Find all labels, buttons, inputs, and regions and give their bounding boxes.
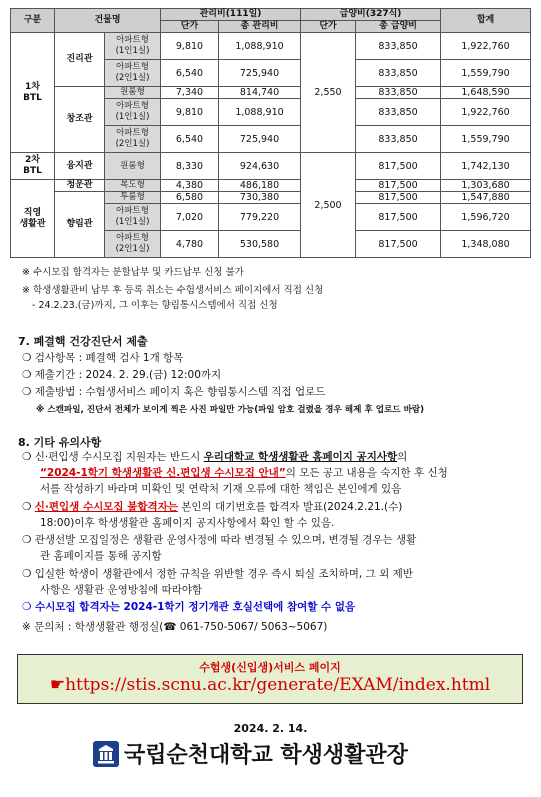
section8-para4: ❍ 입실한 학생이 생활관에서 정한 규칙을 위반할 경우 즉시 퇴실 조치하며, 그 외 제반 — [22, 568, 413, 580]
meal-unit-btl1: 2,550 — [301, 33, 356, 153]
header-meal-unit: 단가 — [301, 21, 356, 33]
notice-title-ref: “2024-1학기 학생생활관 신.편입생 수시모집 안내” — [40, 467, 286, 479]
mgmt-total: 779,220 — [219, 204, 301, 231]
table-row — [11, 153, 531, 180]
fee-table-wrap — [10, 8, 530, 258]
meal-unit-direct: 2,500 — [301, 153, 356, 258]
grand-total: 1,922,760 — [441, 99, 531, 126]
building-changjo: 창조관 — [55, 87, 105, 153]
section8-para4b: 사항은 생활관 운영방침에 따라야함 — [40, 584, 203, 596]
service-link-title: 수험생(신입생)서비스 페이지 — [199, 661, 341, 674]
building-jinri: 진리관 — [55, 33, 105, 87]
section8-para3b: 관 홈페이지를 통해 공지함 — [40, 550, 162, 562]
rejected-applicants-ref: 신·편입생 수시모집 불합격자는 — [34, 501, 178, 513]
fee-table — [10, 8, 531, 258]
group-btl1: 1차 BTL — [11, 33, 55, 153]
table-row — [11, 180, 531, 192]
section8-para5: ❍ 수시모집 합격자는 2024-1학기 정기개관 호실선택에 참여할 수 없음 — [22, 601, 356, 613]
room-type: 원룸형 — [105, 87, 161, 99]
grand-total: 1,547,880 — [441, 192, 531, 204]
table-row — [11, 192, 531, 204]
room-type: 투룸형 — [105, 192, 161, 204]
meal-total: 817,500 — [356, 204, 441, 231]
mgmt-unit: 7,020 — [161, 204, 219, 231]
service-link-box — [17, 654, 523, 704]
mgmt-unit: 4,380 — [161, 180, 219, 192]
note-cancel-deadline: - 24.2.23.(금)까지, 그 이후는 향림통시스템에서 직접 신청 — [32, 300, 278, 311]
grand-total: 1,596,720 — [441, 204, 531, 231]
section7-item1: ❍ 검사항목 : 폐결핵 검사 1개 항목 — [22, 352, 184, 364]
meal-total: 817,500 — [356, 192, 441, 204]
section8-para2 — [22, 500, 527, 515]
building-yungji: 융지관 — [55, 153, 105, 180]
mgmt-total: 814,740 — [219, 87, 301, 99]
header-mgmt-total: 총 관리비 — [219, 21, 301, 33]
group-direct: 직영 생활관 — [11, 180, 55, 258]
header-unit: 단가 — [161, 21, 219, 33]
para2-text: 본인의 대기번호를 합격자 발표(2024.2.21.(수) — [177, 501, 403, 513]
table-row — [11, 33, 531, 60]
group-btl2: 2차 BTL — [11, 153, 55, 180]
mgmt-total: 1,088,910 — [219, 33, 301, 60]
meal-total: 833,850 — [356, 99, 441, 126]
note-installment: ※ 수시모집 합격자는 분할납부 및 카드납부 신청 불가 — [22, 267, 244, 278]
contact-info: ※ 문의처 : 학생생활관 행정실(☎ 061-750-5067/ 5063~5067) — [22, 621, 328, 633]
grand-total: 1,303,680 — [441, 180, 531, 192]
grand-total: 1,742,130 — [441, 153, 531, 180]
room-type: 아파트형 (2인1실) — [105, 231, 161, 258]
header-meal: 급양비(327식) — [301, 9, 441, 21]
section8-para3: ❍ 관생선발 모집일정은 생활관 운영사정에 따라 변경될 수 있으며, 변경될 경우는 생활 — [22, 534, 417, 546]
grand-total: 1,348,080 — [441, 231, 531, 258]
homepage-notice-ref: 우리대학교 학생생활관 홈페이지 공지사항 — [203, 451, 398, 463]
mgmt-total: 725,940 — [219, 126, 301, 153]
room-type: 아파트형 (1인1실) — [105, 33, 161, 60]
university-logo-icon — [92, 740, 120, 768]
grand-total: 1,559,790 — [441, 60, 531, 87]
section7-title: 7. 폐결핵 건강진단서 제출 — [18, 335, 148, 348]
mgmt-unit: 6,540 — [161, 60, 219, 87]
building-cheongun: 청운관 — [55, 180, 105, 192]
mgmt-unit: 6,580 — [161, 192, 219, 204]
meal-total: 817,500 — [356, 231, 441, 258]
meal-total: 833,850 — [356, 60, 441, 87]
mgmt-unit: 9,810 — [161, 99, 219, 126]
meal-total: 817,500 — [356, 180, 441, 192]
issuer-signature: 국립순천대학교 학생생활관장 — [124, 743, 408, 768]
mgmt-total: 924,630 — [219, 153, 301, 180]
building-hyanglim: 향림관 — [55, 192, 105, 258]
table-row — [11, 87, 531, 99]
meal-total: 817,500 — [356, 153, 441, 180]
mgmt-total: 530,580 — [219, 231, 301, 258]
para1-text: 의 — [397, 451, 408, 463]
header-total: 합계 — [441, 9, 531, 33]
header-meal-total: 총 급양비 — [356, 21, 441, 33]
header-mgmt: 관리비(111일) — [161, 9, 301, 21]
section8-para2b: 18:00)이후 학생생활관 홈페이지 공지사항에서 확인 할 수 있음. — [40, 517, 335, 529]
section8-title: 8. 기타 유의사항 — [18, 436, 102, 449]
room-type: 원룸형 — [105, 153, 161, 180]
mgmt-unit: 9,810 — [161, 33, 219, 60]
meal-total: 833,850 — [356, 87, 441, 99]
mgmt-unit: 8,330 — [161, 153, 219, 180]
section7-item3: ❍ 제출방법 : 수험생서비스 페이지 혹은 향림통시스템 직접 업로드 — [22, 386, 326, 398]
service-link-url[interactable]: ☛https://stis.scnu.ac.kr/generate/EXAM/index.html — [49, 675, 491, 695]
note-cancel: ※ 학생생활관비 납부 후 등록 취소는 수험생서비스 페이지에서 직접 신청 — [22, 285, 324, 296]
para1-text: ❍ 신·편입생 수시모집 지원자는 반드시 — [22, 451, 204, 463]
meal-total: 833,850 — [356, 33, 441, 60]
section7-item2: ❍ 제출기간 : 2024. 2. 29.(금) 12:00까지 — [22, 369, 222, 381]
grand-total: 1,559,790 — [441, 126, 531, 153]
mgmt-unit: 7,340 — [161, 87, 219, 99]
room-type: 아파트형 (1인1실) — [105, 99, 161, 126]
para1-text: 의 모든 공고 내용을 숙지한 후 신청 — [285, 467, 448, 479]
header-building: 건물명 — [55, 9, 161, 33]
section8-para1b — [40, 466, 530, 481]
section7-note: ※ 스캔파일, 진단서 전체가 보이게 찍은 사진 파일만 가능(파일 암호 걸렸을 경우 해제 후 업로드 바람) — [36, 405, 425, 415]
header-group: 구분 — [11, 9, 55, 33]
mgmt-unit: 4,780 — [161, 231, 219, 258]
room-type: 아파트형 (2인1실) — [105, 60, 161, 87]
meal-total: 833,850 — [356, 126, 441, 153]
mgmt-unit: 6,540 — [161, 126, 219, 153]
room-type: 아파트형 (1인1실) — [105, 204, 161, 231]
section8-para1c: 서를 작성하기 바라며 미확인 및 연락처 기재 오류에 대한 책임은 본인에게 있음 — [40, 483, 402, 495]
section8-para1 — [22, 450, 527, 465]
grand-total: 1,648,590 — [441, 87, 531, 99]
mgmt-total: 1,088,910 — [219, 99, 301, 126]
mgmt-total: 730,380 — [219, 192, 301, 204]
room-type: 복도형 — [105, 180, 161, 192]
mgmt-total: 486,180 — [219, 180, 301, 192]
grand-total: 1,922,760 — [441, 33, 531, 60]
mgmt-total: 725,940 — [219, 60, 301, 87]
para2-bullet: ❍ — [22, 501, 35, 513]
room-type: 아파트형 (2인1실) — [105, 126, 161, 153]
document-date: 2024. 2. 14. — [233, 722, 308, 735]
